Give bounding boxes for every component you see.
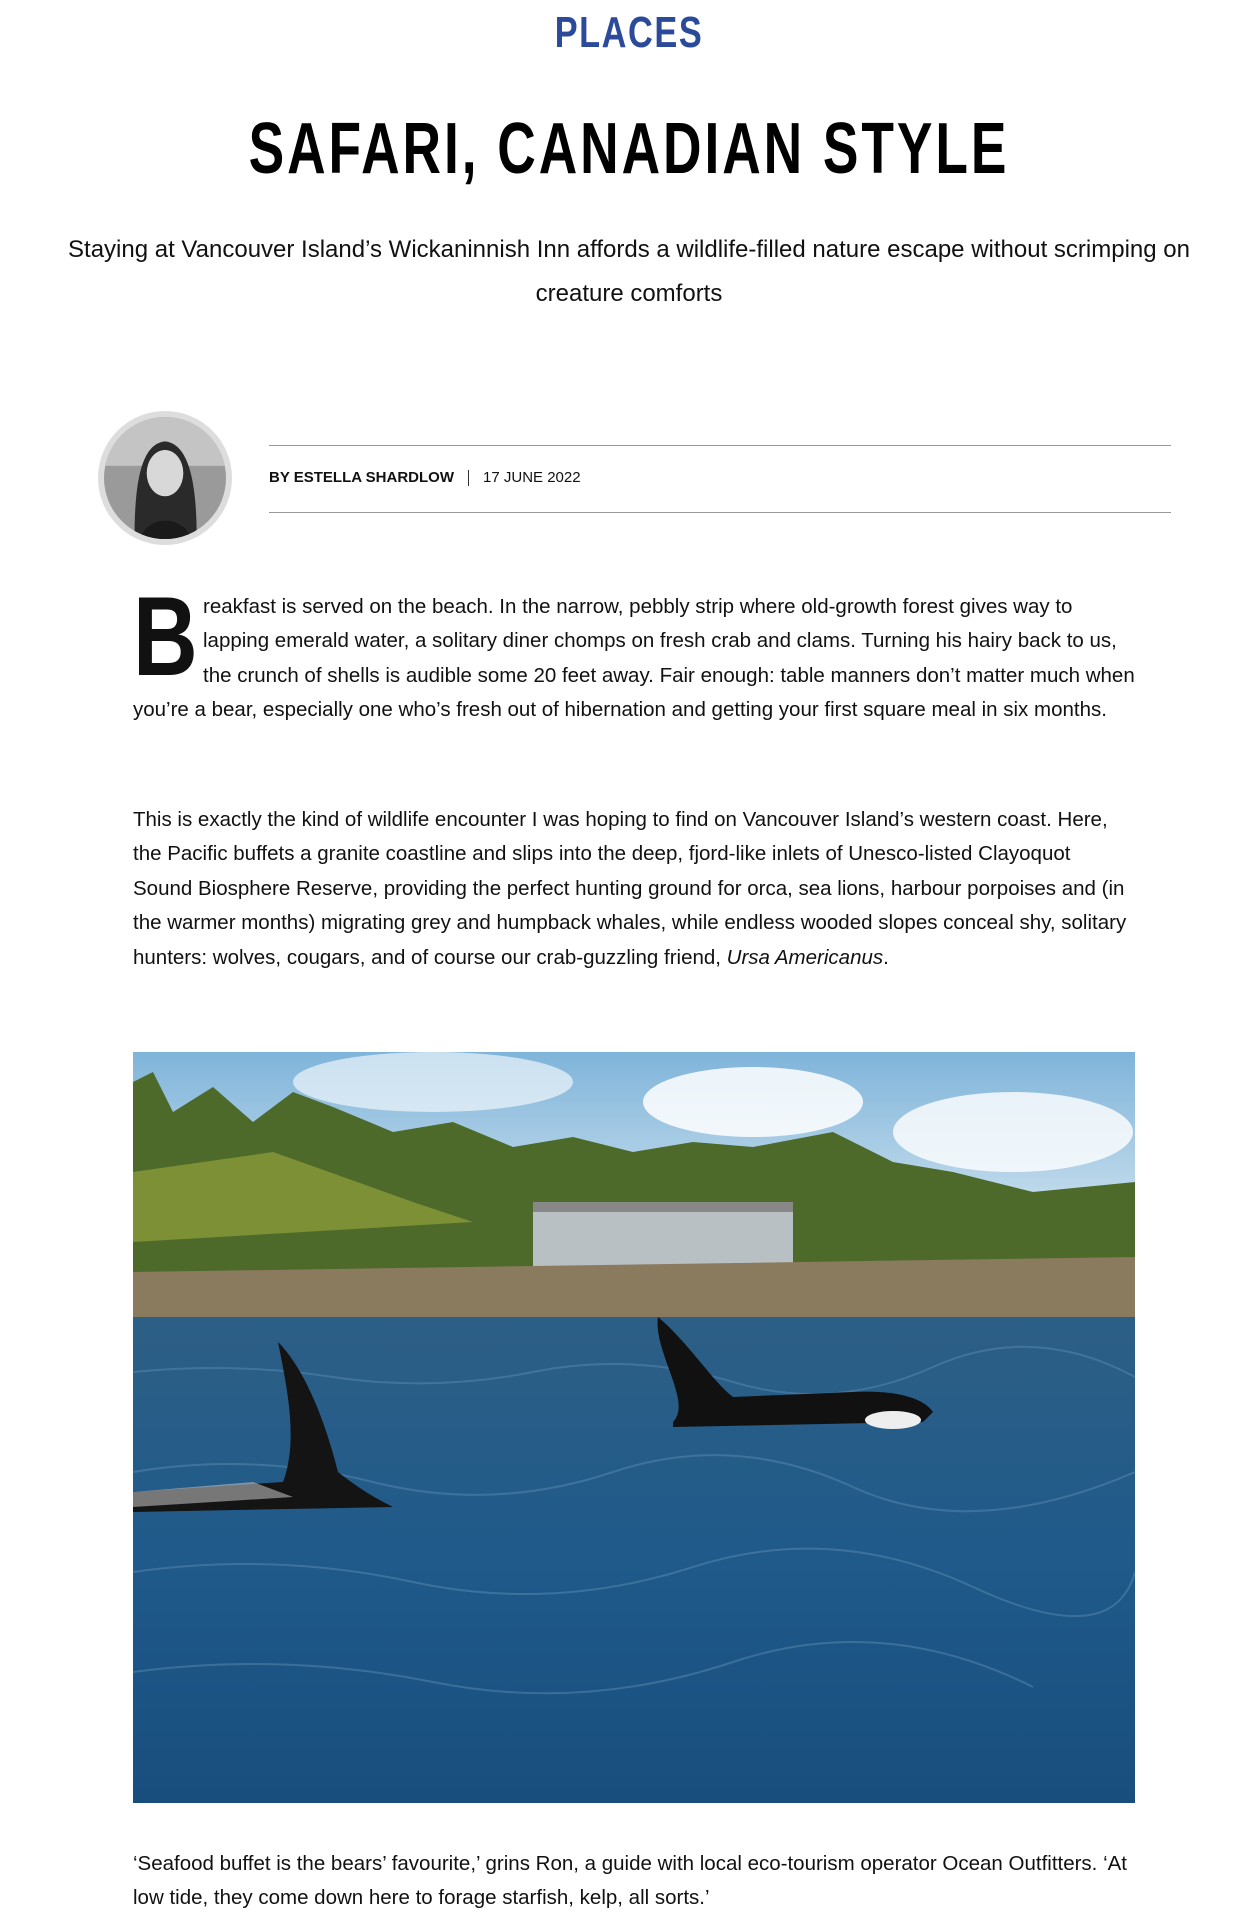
paragraph-3	[133, 1847, 1135, 1916]
author-photo	[104, 417, 226, 539]
paragraph-2	[133, 803, 1135, 975]
section-label[interactable]: PLACES	[554, 8, 704, 57]
subtitle: Staying at Vancouver Island’s Wickaninnish Inn affords a wildlife-filled nature escape without scrimping on creature comforts	[68, 236, 1190, 307]
paragraph-2-end: .	[883, 945, 889, 969]
byline-top-rule	[269, 445, 1171, 446]
paragraph-1-text: reakfast is served on the beach. In the narrow, pebbly strip where old-growth forest gives way to lapping emerald water, a solitary diner chomps on fresh crab and clams. Turning his hairy back to us, the crunch of shells is audible some 20 feet away. Fair enough: table manners don’t matter much when you’re a bear, especially one who’s fresh out of hibernation and getting your first square meal in six months.	[133, 595, 1135, 722]
byline-bottom-rule	[269, 512, 1171, 513]
paragraph-3-text: ‘Seafood buffet is the bears’ favourite,’ grins Ron, a guide with local eco-tourism operator Ocean Outfitters. ‘At low tide, they come down here to forage starfish, kelp, all sorts.’	[133, 1852, 1127, 1910]
species-name: Ursa Americanus	[726, 945, 884, 969]
paragraph-1	[133, 574, 1135, 728]
page-title: SAFARI, CANADIAN STYLE	[248, 109, 1010, 189]
orca-photo	[133, 1052, 1135, 1803]
drop-cap: B	[133, 574, 198, 699]
byline	[269, 469, 581, 486]
byline-separator	[468, 470, 469, 486]
paragraph-2-text: This is exactly the kind of wildlife encounter I was hoping to find on Vancouver Island’s western coast. Here, the Pacific buffets a granite coastline and slips into the deep, fjord-like inlets of Unesco-listed Clayoquot Sound Biosphere Reserve, providing the perfect hunting ground for orca, sea lions, harbour porpoises and (in the warmer months) migrating grey and humpback whales, while endless wooded slopes conceal shy, solitary hunters: wolves, cougars, and of course our crab-guzzling friend,	[133, 808, 1127, 969]
author-avatar[interactable]	[98, 411, 232, 545]
author-name[interactable]: BY ESTELLA SHARDLOW	[269, 469, 455, 486]
publish-date: 17 JUNE 2022	[483, 469, 581, 486]
